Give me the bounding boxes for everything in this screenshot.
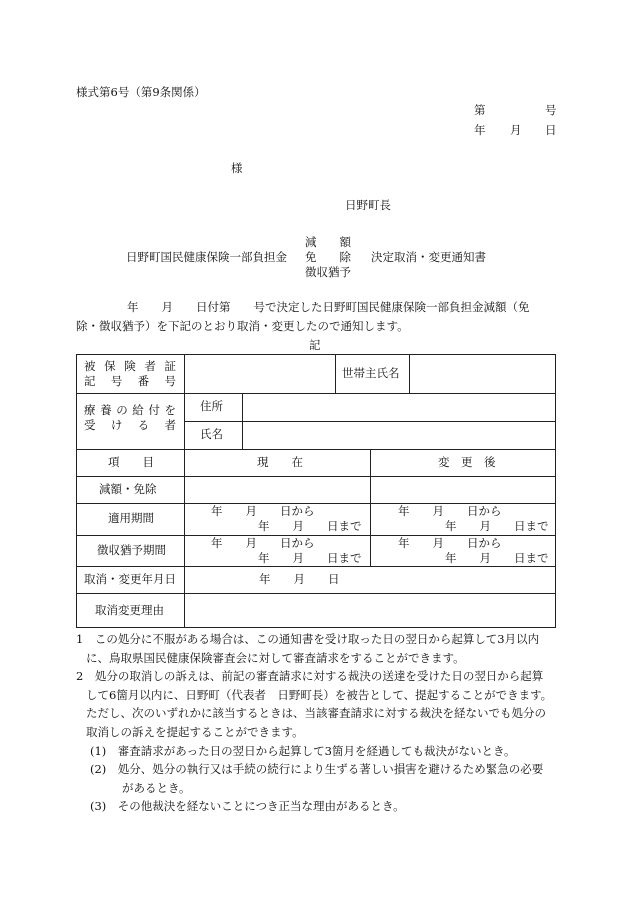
- changed-deferral-to: 年 月 日まで: [445, 551, 549, 565]
- current-period-to: 年 月 日まで: [258, 519, 362, 533]
- title-right: 決定取消・変更通知書: [371, 250, 486, 264]
- changed-period-to: 年 月 日まで: [445, 519, 549, 533]
- intro-line-1: 年 月 日付第 号で決定した日野町国民健康保険一部負担金減額（免: [104, 300, 530, 314]
- title-option-exemption: 免 除: [305, 250, 351, 264]
- current-period-from: 年 月 日から: [211, 504, 315, 518]
- date-month: 月: [510, 123, 522, 137]
- date-day: 日: [545, 123, 557, 137]
- title-option-deferral: 徴収猶予: [305, 265, 351, 279]
- row-deferral-period: 徴収猶予期間: [97, 543, 166, 557]
- cancel-date-value: 年 月 日: [259, 572, 340, 586]
- note-1-line-1: 1 この処分に不服がある場合は、この通知書を受け取った日の翌日から起算して3月以内: [76, 632, 540, 646]
- addressee-suffix: 様: [231, 161, 243, 175]
- row-cancel-reason: 取消変更理由: [95, 603, 164, 617]
- title-left: 日野町国民健康保険一部負担金: [126, 250, 287, 264]
- note-sub-1: (1) 審査請求があった日の翌日から起算して3箇月を経過しても裁決がないとき。: [90, 743, 516, 758]
- address-label: 住所: [200, 399, 223, 413]
- insured-card-label-1: 被 保 険 者 証: [84, 359, 176, 373]
- row-cancel-date: 取消・変更年月日: [84, 572, 176, 586]
- note-sub-3: (3) その他裁決を経ないことにつき正当な理由があるとき。: [90, 799, 405, 814]
- doc-number-prefix: 第: [474, 103, 486, 117]
- note-sub-2-line-1: (2) 処分、処分の執行又は手続の続行により生ずる著しい損害を避けるため緊急の必要: [90, 762, 544, 777]
- row-reduction-exemption: 減額・免除: [99, 482, 157, 496]
- recipient-label-2: 受 け る 者: [84, 418, 176, 432]
- current-deferral-to: 年 月 日まで: [258, 551, 362, 565]
- item-header: 項 目: [108, 455, 154, 469]
- note-2-line-3: ただし、次のいずれかに該当するときは、当該審査請求に対する裁決を経ないでも処分の: [86, 706, 546, 721]
- current-header: 現 在: [257, 455, 303, 469]
- title-option-reduction: 減 額: [305, 235, 351, 249]
- recipient-label-1: 療 養 の 給 付 を: [84, 403, 176, 417]
- note-1-line-2: に、鳥取県国民健康保険審査会に対して審査請求をすることができます。: [86, 650, 465, 665]
- changed-deferral-from: 年 月 日から: [398, 536, 502, 550]
- intro-line-2: 除・徴収猶予）を下記のとおり取消・変更したので通知します。: [76, 319, 409, 333]
- date-year: 年: [474, 123, 486, 137]
- head-name-label: 世帯主氏名: [342, 366, 400, 380]
- notes-section: [76, 630, 566, 816]
- row-application-period: 適用期間: [108, 511, 154, 525]
- notice-table: [76, 354, 556, 628]
- changed-period-from: 年 月 日から: [398, 504, 502, 518]
- ki-label: 記: [309, 338, 321, 352]
- changed-header: 変 更 後: [438, 455, 496, 469]
- name-label: 氏名: [200, 427, 223, 441]
- doc-number-suffix: 号: [545, 103, 557, 117]
- note-2-line-2: して6箇月以内に、日野町（代表者 日野町長）を被告として、提起することができます。: [86, 687, 553, 702]
- note-sub-2-line-2: があるとき。: [122, 780, 191, 795]
- insured-card-label-2: 記 号 番 号: [84, 374, 176, 388]
- form-number: 様式第6号（第9条関係）: [76, 85, 206, 99]
- current-deferral-from: 年 月 日から: [211, 536, 315, 550]
- note-2-line-4: 取消しの訴えを提起することができます。: [86, 724, 304, 739]
- issuer: 日野町長: [345, 198, 391, 212]
- note-2-line-1: 2 処分の取消しの訴えは、前記の審査請求に対する裁決の送達を受けた日の翌日から起算: [76, 669, 544, 684]
